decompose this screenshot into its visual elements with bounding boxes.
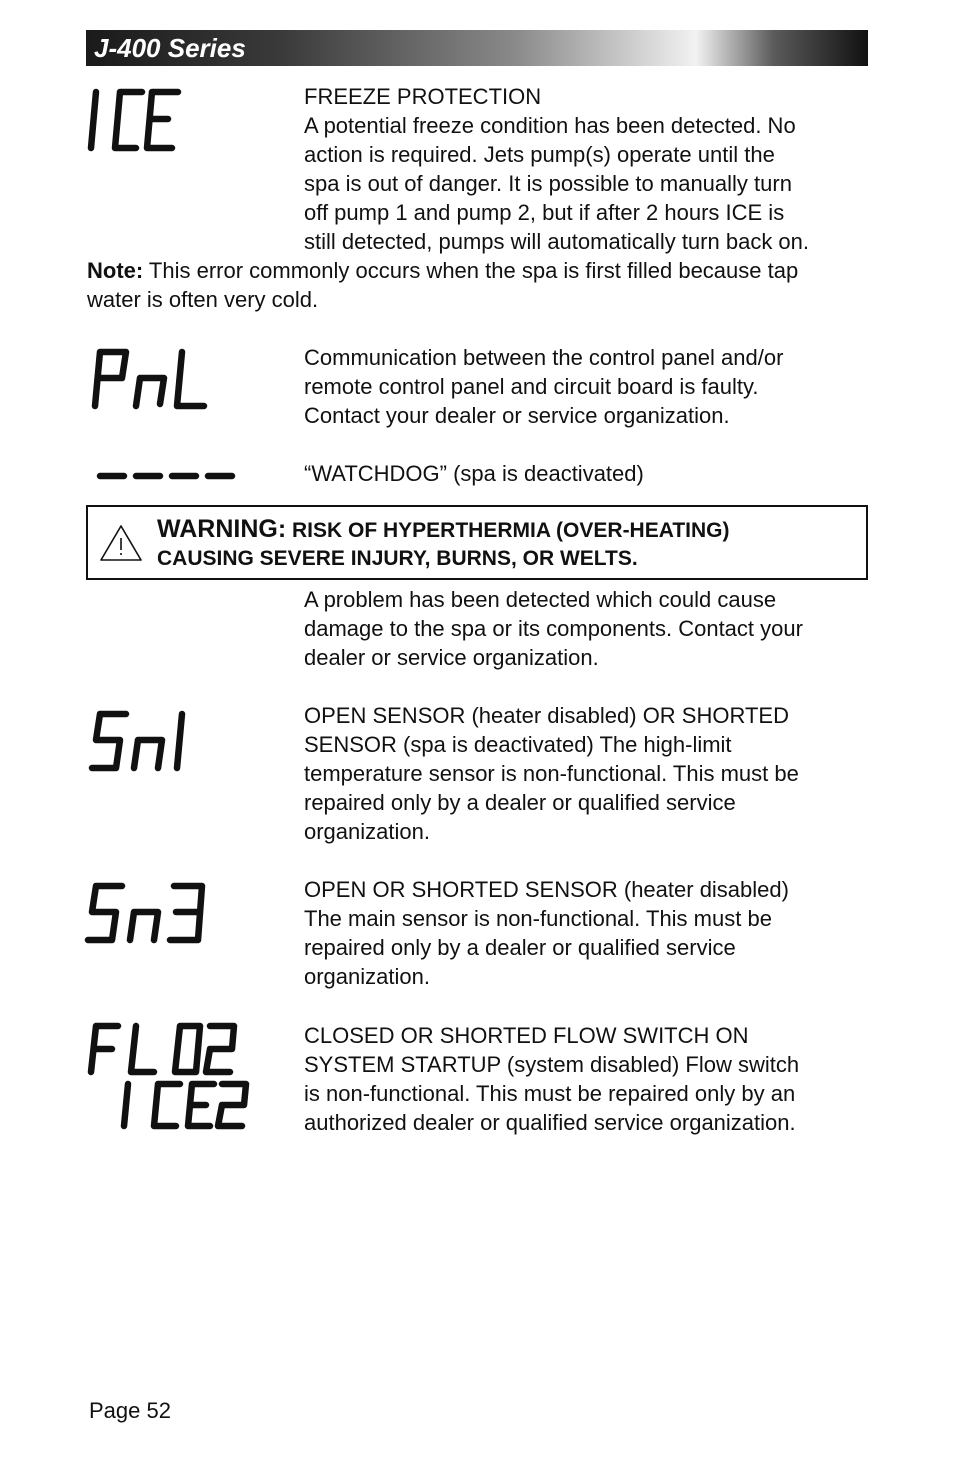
note-label: Note: (87, 258, 144, 283)
warning-line-2: CAUSING SEVERE INJURY, BURNS, OR WELTS. (157, 547, 638, 570)
ice-line: action is required. Jets pump(s) operate until the (304, 142, 775, 167)
sn1-line: organization. (304, 819, 430, 844)
flo2-description (304, 1021, 870, 1137)
problem-description (304, 585, 870, 672)
flo2-line: authorized dealer or qualified service organization. (304, 1110, 796, 1135)
sn1-line: SENSOR (spa is deactivated) The high-limit (304, 732, 732, 757)
problem-line: damage to the spa or its components. Contact your (304, 616, 803, 641)
ice-line: FREEZE PROTECTION (304, 84, 542, 109)
ice-line: off pump 1 and pump 2, but if after 2 hours ICE is (304, 200, 785, 225)
pnl-line: remote control panel and circuit board is faulty. (304, 374, 759, 399)
lcd-code-ice (86, 86, 186, 156)
ice-line: A potential freeze condition has been detected. No (304, 113, 796, 138)
sn3-line: OPEN OR SHORTED SENSOR (heater disabled) (304, 877, 789, 902)
sn1-description (304, 701, 870, 846)
flo2-line: SYSTEM STARTUP (system disabled) Flow switch (304, 1052, 800, 1077)
warning-line-1 (157, 515, 730, 544)
sn3-line: organization. (304, 964, 430, 989)
note-text-2: water is often very cold. (87, 287, 319, 312)
sn3-description (304, 875, 870, 991)
lcd-code-flo2-ice2 (84, 1020, 254, 1132)
warning-box (86, 505, 868, 580)
sn3-line: The main sensor is non-functional. This must be (304, 906, 772, 931)
pnl-description (304, 343, 870, 430)
warning-line-1-rest: RISK OF HYPERTHERMIA (OVER-HEATING) (286, 519, 730, 542)
flo2-line: CLOSED OR SHORTED FLOW SWITCH ON (304, 1023, 749, 1048)
note-paragraph (87, 256, 877, 314)
watchdog-line: “WATCHDOG” (spa is deactivated) (304, 461, 644, 486)
pnl-line: Contact your dealer or service organization. (304, 403, 730, 428)
ice-line: spa is out of danger. It is possible to manually turn (304, 171, 792, 196)
ice-line: still detected, pumps will automatically turn back on. (304, 229, 810, 254)
warning-word: WARNING: (157, 515, 287, 543)
sn1-line: OPEN SENSOR (heater disabled) OR SHORTED (304, 703, 789, 728)
lcd-code-sn3 (84, 880, 214, 950)
flo2-line: is non-functional. This must be repaired only by an (304, 1081, 796, 1106)
watchdog-description (304, 459, 870, 488)
lcd-code-dashes (96, 468, 241, 484)
sn1-line: temperature sensor is non-functional. This must be (304, 761, 799, 786)
pnl-line: Communication between the control panel and/or (304, 345, 784, 370)
ice-description (304, 82, 870, 256)
problem-line: A problem has been detected which could cause (304, 587, 777, 612)
problem-line: dealer or service organization. (304, 645, 599, 670)
sn1-line: repaired only by a dealer or qualified service (304, 790, 736, 815)
page-number: Page 52 (89, 1398, 171, 1423)
header-bar (86, 30, 868, 66)
note-text: This error commonly occurs when the spa is first filled because tap (143, 258, 799, 283)
lcd-code-sn1 (88, 708, 203, 778)
lcd-code-pnl (90, 346, 215, 416)
header-title: J-400 Series (94, 33, 246, 63)
sn3-line: repaired only by a dealer or qualified service (304, 935, 736, 960)
warning-triangle-icon (98, 523, 144, 563)
